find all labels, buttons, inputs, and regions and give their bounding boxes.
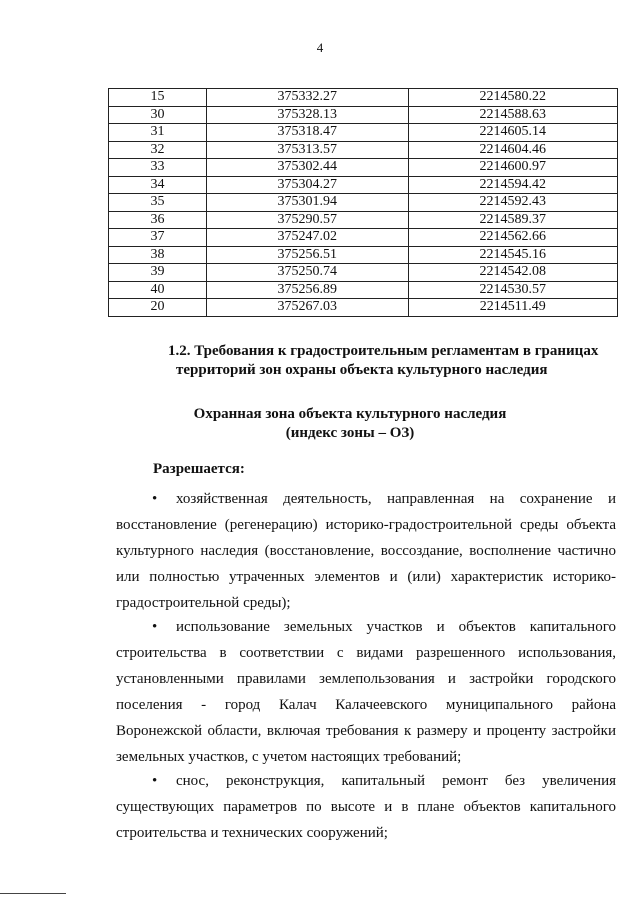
y-coordinate-cell: 2214530.57 <box>408 281 617 299</box>
point-number-cell: 31 <box>109 124 207 142</box>
x-coordinate-cell: 375256.51 <box>207 246 408 264</box>
y-coordinate-cell: 2214511.49 <box>408 299 617 317</box>
allowed-item-3-line-2: существующих параметров по высоте и в плане объектов капитального <box>116 799 616 815</box>
y-coordinate-cell: 2214594.42 <box>408 176 617 194</box>
y-coordinate-cell: 2214542.08 <box>408 264 617 282</box>
table-row <box>109 299 618 317</box>
table-row <box>109 229 618 247</box>
point-number-cell: 34 <box>109 176 207 194</box>
section-heading-line-1: 1.2. Требования к градостроительным регламентам в границах <box>168 343 599 359</box>
allowed-item-3 <box>116 768 616 846</box>
allowed-item-2-line-6: земельных участков, с учетом настоящих требований; <box>116 749 462 765</box>
y-coordinate-cell: 2214588.63 <box>408 106 617 124</box>
x-coordinate-cell: 375247.02 <box>207 229 408 247</box>
zone-title-line-1: Охранная зона объекта культурного наследия <box>193 406 507 422</box>
allowed-item-2-line-5: Воронежской области, включая требования к размеру и проценту застройки <box>116 723 616 739</box>
point-number-cell: 37 <box>109 229 207 247</box>
bullet-icon: • <box>152 491 158 507</box>
table-row <box>109 246 618 264</box>
point-number-cell: 36 <box>109 211 207 229</box>
point-number-cell: 20 <box>109 299 207 317</box>
table-row <box>109 211 618 229</box>
allowed-item-1 <box>116 486 616 616</box>
allowed-item-2 <box>116 614 616 770</box>
bullet-icon: • <box>152 619 158 635</box>
allowed-item-1-line-4: или полностью утраченных элементов и (или) характеристик историко- <box>116 569 616 585</box>
point-number-cell: 38 <box>109 246 207 264</box>
point-number-cell: 35 <box>109 194 207 212</box>
y-coordinate-cell: 2214580.22 <box>408 89 617 107</box>
x-coordinate-cell: 375313.57 <box>207 141 408 159</box>
allowed-item-1-paragraph <box>116 486 616 512</box>
x-coordinate-cell: 375332.27 <box>207 89 408 107</box>
zone-title <box>150 405 550 443</box>
table-row <box>109 141 618 159</box>
table-row <box>109 194 618 212</box>
coordinates-table <box>108 88 618 317</box>
x-coordinate-cell: 375318.47 <box>207 124 408 142</box>
table-row <box>109 159 618 177</box>
y-coordinate-cell: 2214562.66 <box>408 229 617 247</box>
allowed-item-1-line-5: градостроительной среды); <box>116 595 291 611</box>
x-coordinate-cell: 375328.13 <box>207 106 408 124</box>
allowed-item-3-paragraph <box>116 768 616 794</box>
x-coordinate-cell: 375302.44 <box>207 159 408 177</box>
point-number-cell: 40 <box>109 281 207 299</box>
table-row <box>109 89 618 107</box>
allowed-item-2-line-4: поселения - город Калач Калачеевского муниципального района <box>116 697 616 713</box>
table-row <box>109 124 618 142</box>
y-coordinate-cell: 2214605.14 <box>408 124 617 142</box>
coordinates-table-body <box>109 89 618 317</box>
point-number-cell: 30 <box>109 106 207 124</box>
allowed-item-3-line-1: снос, реконструкция, капитальный ремонт без увеличения <box>176 773 616 789</box>
allowed-item-1-line-1: хозяйственная деятельность, направленная на сохранение и <box>176 491 616 507</box>
allowed-item-2-line-2: строительства в соответствии с видами разрешенного использования, <box>116 645 616 661</box>
allowed-item-2-line-1: использование земельных участков и объектов капитального <box>176 619 616 635</box>
x-coordinate-cell: 375304.27 <box>207 176 408 194</box>
page-number: 4 <box>316 40 324 55</box>
section-heading <box>168 342 618 380</box>
allowed-item-1-line-3: культурного наследия (восстановление, воссоздание, восполнение частично <box>116 543 616 559</box>
bullet-icon: • <box>152 773 158 789</box>
y-coordinate-cell: 2214592.43 <box>408 194 617 212</box>
zone-title-line-2: (индекс зоны – ОЗ) <box>285 425 415 441</box>
x-coordinate-cell: 375267.03 <box>207 299 408 317</box>
x-coordinate-cell: 375301.94 <box>207 194 408 212</box>
table-row <box>109 176 618 194</box>
table-row <box>109 281 618 299</box>
point-number-cell: 15 <box>109 89 207 107</box>
table-row <box>109 106 618 124</box>
point-number-cell: 32 <box>109 141 207 159</box>
y-coordinate-cell: 2214589.37 <box>408 211 617 229</box>
allowed-item-1-line-2: восстановление (регенерацию) историко-градостроительной среды объекта <box>116 517 616 533</box>
point-number-cell: 33 <box>109 159 207 177</box>
section-heading-line-2: территорий зон охраны объекта культурного наследия <box>176 362 548 378</box>
allowed-item-2-paragraph <box>116 614 616 640</box>
y-coordinate-cell: 2214600.97 <box>408 159 617 177</box>
allowed-label: Разрешается: <box>153 461 245 477</box>
allowed-item-2-line-3: установленными правилами землепользования и застройки городского <box>116 671 616 687</box>
y-coordinate-cell: 2214545.16 <box>408 246 617 264</box>
x-coordinate-cell: 375290.57 <box>207 211 408 229</box>
y-coordinate-cell: 2214604.46 <box>408 141 617 159</box>
point-number-cell: 39 <box>109 264 207 282</box>
x-coordinate-cell: 375250.74 <box>207 264 408 282</box>
allowed-item-3-line-3: строительства и технических сооружений; <box>116 825 388 841</box>
x-coordinate-cell: 375256.89 <box>207 281 408 299</box>
table-row <box>109 264 618 282</box>
footer-rule <box>0 893 66 894</box>
